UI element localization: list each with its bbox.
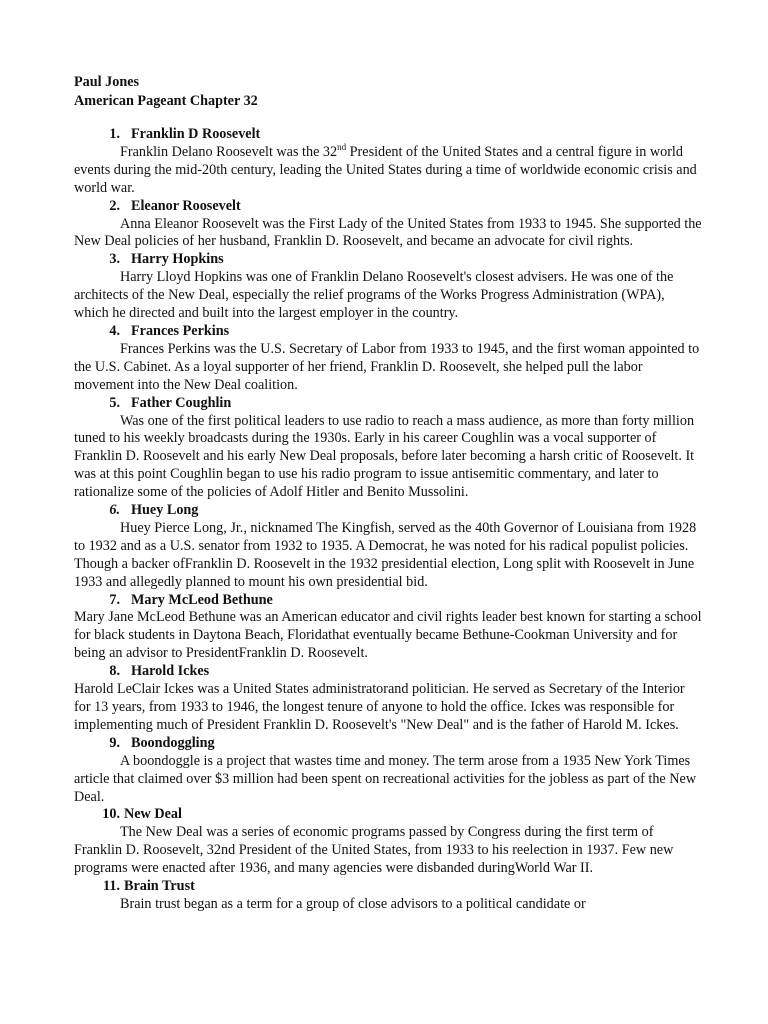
item-title: Frances Perkins: [131, 322, 230, 339]
item-body: [74, 141, 702, 198]
item-heading: [74, 663, 702, 681]
list-item: [74, 735, 702, 807]
item-title: Huey Long: [131, 502, 199, 519]
list-item: [74, 126, 702, 198]
item-number: 3.: [109, 251, 120, 268]
item-heading: [74, 126, 702, 144]
item-heading: [74, 323, 702, 341]
item-number: 6.: [109, 502, 120, 519]
item-heading: [74, 806, 702, 824]
item-title: Brain Trust: [124, 878, 195, 895]
list-item: [74, 878, 702, 914]
item-number: 4.: [109, 322, 120, 339]
list-item: [74, 251, 702, 323]
item-number: 8.: [109, 663, 120, 680]
item-number: 2.: [109, 197, 120, 214]
item-body: Anna Eleanor Roosevelt was the First Lady of the United States from 1933 to 1945. She supported the New Deal policies of her husband, Franklin D. Roosevelt, and became an advocate for civil rights.: [74, 215, 702, 250]
item-body-text: Franklin Delano Roosevelt was the 32: [120, 143, 338, 160]
item-heading: [74, 251, 702, 269]
item-heading: [74, 198, 702, 216]
item-title: Franklin D Roosevelt: [131, 126, 261, 142]
item-title: Mary McLeod Bethune: [131, 591, 273, 608]
item-body: Mary Jane McLeod Bethune was an American educator and civil rights leader best known for starting a school for black students in Daytona Beach, Floridathat eventually became Bethune-Cookman University and for being an advisor to PresidentFranklin D. Roosevelt.: [74, 609, 702, 662]
list-item: [74, 198, 702, 252]
numbered-list: [74, 126, 702, 914]
item-title: Boondoggling: [131, 734, 215, 751]
item-number: 1.: [109, 126, 120, 142]
item-body: Harold LeClair Ickes was a United States administratorand politician. He served as Secretary of the Interior for 13 years, from 1933 to 1946, the longest tenure of anyone to hold the office. Ickes was responsible for implementing much of President Franklin D. Roosevelt's "New Deal" and is the father of Harold M. Ickes.: [74, 681, 685, 733]
item-number: 10.: [102, 806, 120, 823]
item-body: Frances Perkins was the U.S. Secretary of Labor from 1933 to 1945, and the first woman appointed to the U.S. Cabinet. As a loyal supporter of her friend, Franklin D. Roosevelt, she helped pull the labor movement into the New Deal coalition.: [74, 340, 700, 393]
list-item: [74, 323, 702, 395]
item-title: Father Coughlin: [131, 394, 232, 411]
item-body: Brain trust began as a term for a group of close advisors to a political candidate or: [120, 895, 586, 912]
item-body: Was one of the first political leaders to use radio to reach a mass audience, as more than forty million tuned to his weekly broadcasts during the 1930s. Early in his career Coughlin was a vocal supporter of Franklin D. Roosevelt and his early New Deal proposals, before later becoming a harsh critic of Roosevelt. It was at this point Coughlin began to use his radio program to issue antisemitic commentary, and later to rationalize some of the policies of Adolf Hitler and Benito Mussolini.: [74, 412, 695, 501]
item-body: Huey Pierce Long, Jr., nicknamed The Kingfish, served as the 40th Governor of Louisiana from 1928 to 1932 and as a U.S. senator from 1932 to 1935. A Democrat, he was noted for his radical populist policies. Though a backer ofFranklin D. Roosevelt in the 1932 presidential election, Long split with Roosevelt in June 1933 and allegedly planned to mount his own presidential bid.: [74, 519, 697, 590]
item-number: 9.: [109, 734, 120, 751]
item-number: 11.: [103, 878, 120, 895]
list-item: [74, 395, 702, 502]
item-body: Harry Lloyd Hopkins was one of Franklin Delano Roosevelt's closest advisers. He was one of the architects of the New Deal, especially the relief programs of the Works Progress Administration (WPA), which he directed and built into the largest employer in the country.: [74, 269, 674, 322]
list-item: [74, 663, 702, 735]
list-item: [74, 592, 702, 664]
item-heading: [74, 592, 702, 610]
list-item: [74, 502, 702, 592]
item-body-text: President of the United States and a central figure in world events during the mid-20th century, leading the United States during a time of worldwide economic crisis and world war.: [74, 143, 697, 196]
item-body: The New Deal was a series of economic programs passed by Congress during the first term of Franklin D. Roosevelt, 32nd President of the United States, from 1933 to his reelection in 1937. Few new programs were enacted after 1936, and many agencies were disbanded duringWorld War II.: [74, 824, 674, 877]
item-title: Harold Ickes: [131, 663, 210, 680]
author-name: Paul Jones: [74, 74, 140, 90]
list-item: [74, 806, 702, 878]
item-title: Harry Hopkins: [131, 251, 224, 268]
item-title: New Deal: [124, 806, 182, 823]
document-title: American Pageant Chapter 32: [74, 93, 258, 109]
item-heading: [74, 878, 702, 896]
item-heading: [74, 735, 702, 753]
item-body: A boondoggle is a project that wastes time and money. The term arose from a 1935 New York Times article that claimed over $3 million had been spent on recreational activities for the jobless as part of the New Deal.: [74, 752, 697, 805]
item-heading: [74, 502, 702, 520]
document-header: [74, 73, 714, 111]
item-title: Eleanor Roosevelt: [131, 197, 241, 214]
item-number: 7.: [109, 591, 120, 608]
item-number: 5.: [109, 394, 120, 411]
ordinal-superscript: nd: [337, 141, 347, 152]
item-heading: [74, 395, 702, 413]
